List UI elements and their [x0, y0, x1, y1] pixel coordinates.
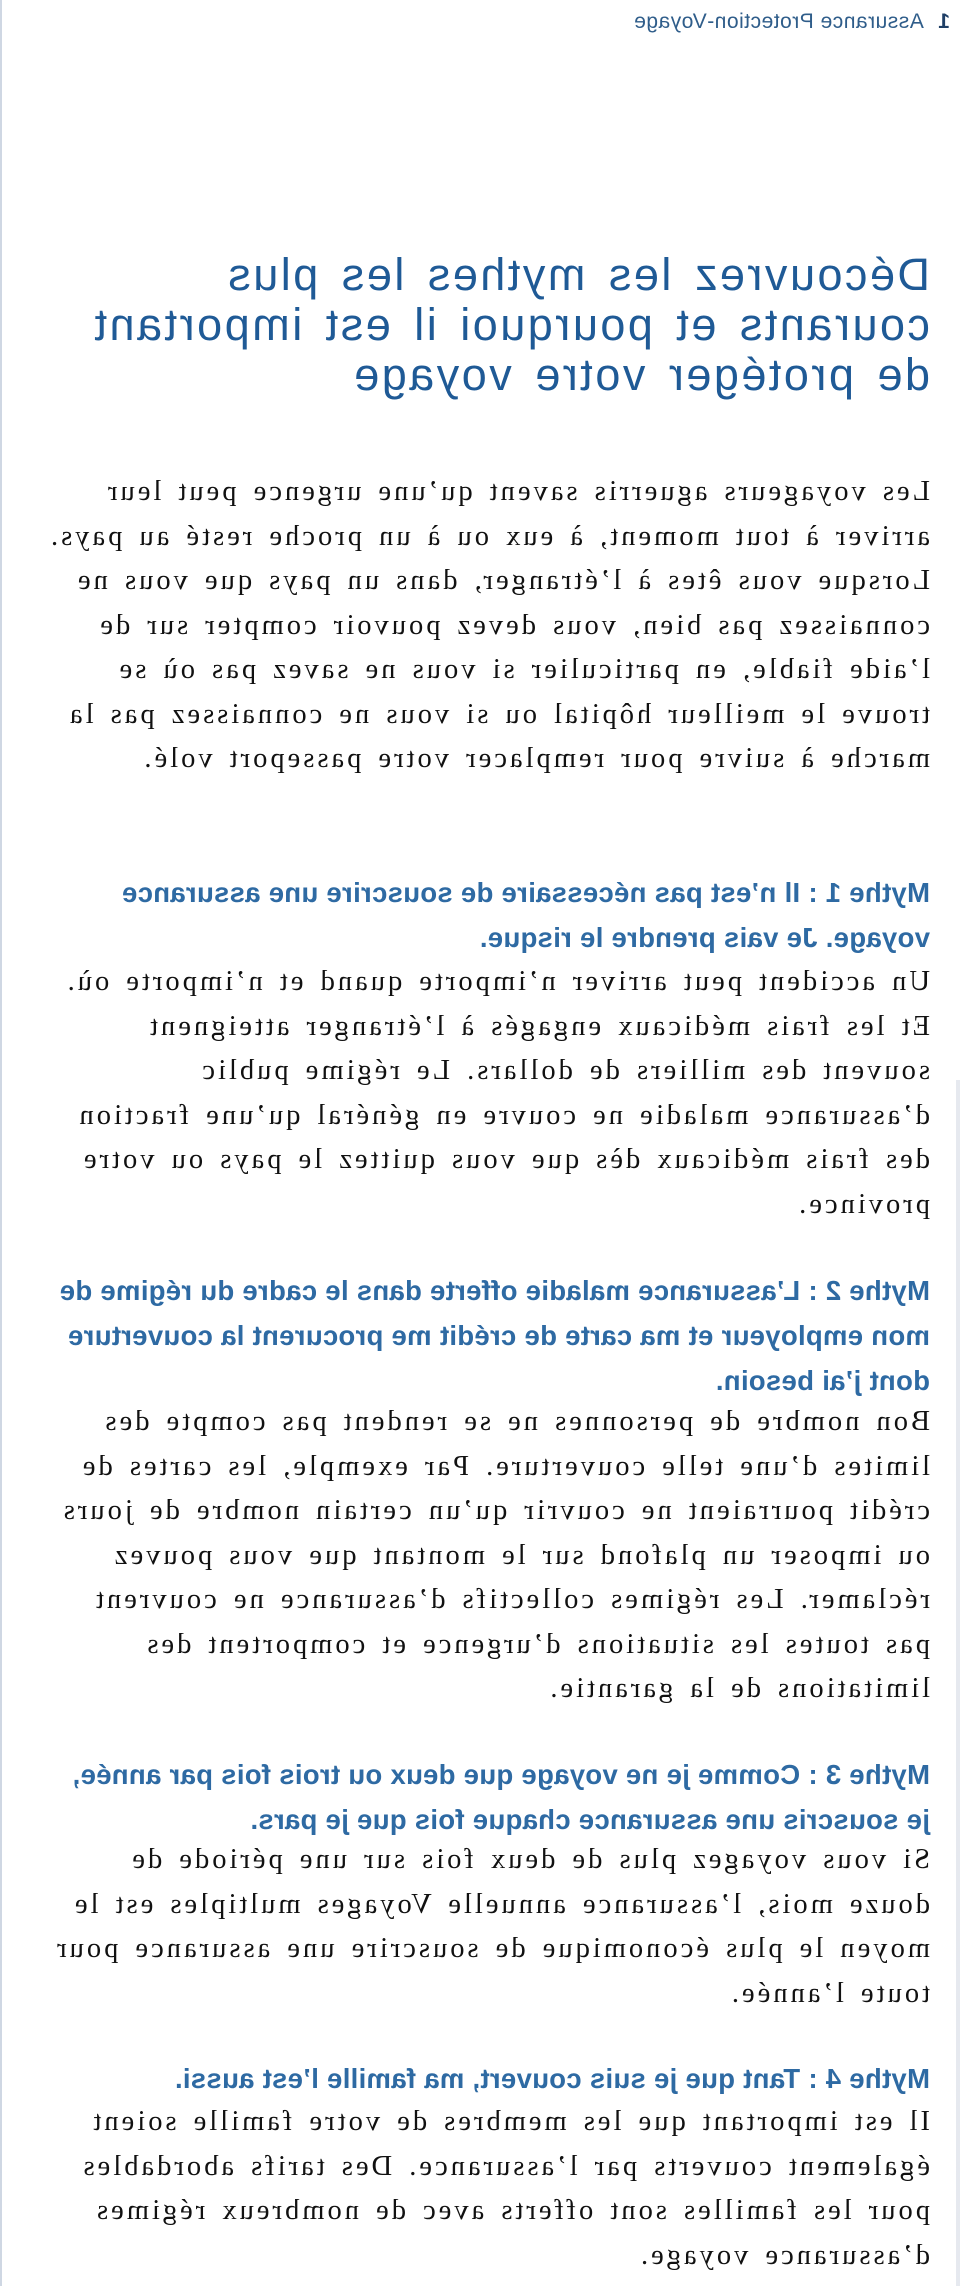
page-edge-rule [956, 1080, 960, 2286]
side-rule [0, 0, 2, 2286]
intro-paragraph: Les voyageurs aguerris savent qu’une urgence peut leur arriver à tout moment, à eux ou à un proche resté au pays. Lorsque vous êtes à l’étranger, dans un pays que vous ne connaissez pas bien, vous devez pouvoir compter sur de l’aide fiable, en particulier si vous ne savez pas où se trouve le meilleur hôpital ou si vous ne connaissez pas la marche à suivre pour remplacer votre passeport volé. [47, 476, 930, 774]
myth-4-heading: Mythe 4 : Tant que je suis couvert, ma famille l’est aussi. [174, 2063, 930, 2094]
myth-1-heading: Mythe 1 : Il n’est pas nécessaire de souscrire une assurance voyage. Je vais prendre le risque. [121, 877, 930, 953]
running-title: Assurance Protection-Voyage [633, 10, 924, 33]
myth-3-text: Si vous voyagez plus de deux fois sur une période de douze mois, l’assurance annuelle Voyages multiples est le moyen le plus économique de souscrire une assurance pour toute l’année. [54, 1844, 930, 2009]
myth-1-text: Un accident peut arriver n’importe quand et n’importe où. Et les frais médicaux engagés à l’étranger atteignent souvent des milliers de dollars. Le régime public d’assurance maladie ne couvre en général qu’une fraction des frais médicaux dès que vous quittez le pays ou votre province. [64, 966, 930, 1220]
page-number: 1 [937, 10, 950, 33]
page-title: Découvrez les mythes les plus courants et pourquoi il est important de protéger votre voyage [92, 249, 930, 400]
myth-2-text: Bon nombre de personnes ne se rendent pas compte des limites d’une telle couverture. Par exemple, les cartes de crédit pourraient ne couvrir qu’un certain nombre de jours ou imposer un plafond sur le montant que vous pouvez réclamer. Les régimes collectifs d’assurance ne couvrent pas toutes les situations d’urgence et comportent des limitations de la garantie. [60, 1406, 930, 1704]
running-header [634, 10, 950, 34]
myth-3-heading: Mythe 3 : Comme je ne voyage que deux ou trois fois par année, je souscris une assurance chaque fois que je pars. [72, 1759, 930, 1835]
myth-2-heading: Mythe 2 : L’assurance maladie offerte dans le cadre du régime de mon employeur et ma carte de crédit me procurent la couverture dont j’ai besoin. [59, 1275, 930, 1396]
myth-4-text: Il est important que les membres de votre famille soient également couverts par l’assurance. Des tarifs abordables pour les familles sont offerts avec de nombreux régimes d’assurance voyage. [80, 2106, 930, 2271]
